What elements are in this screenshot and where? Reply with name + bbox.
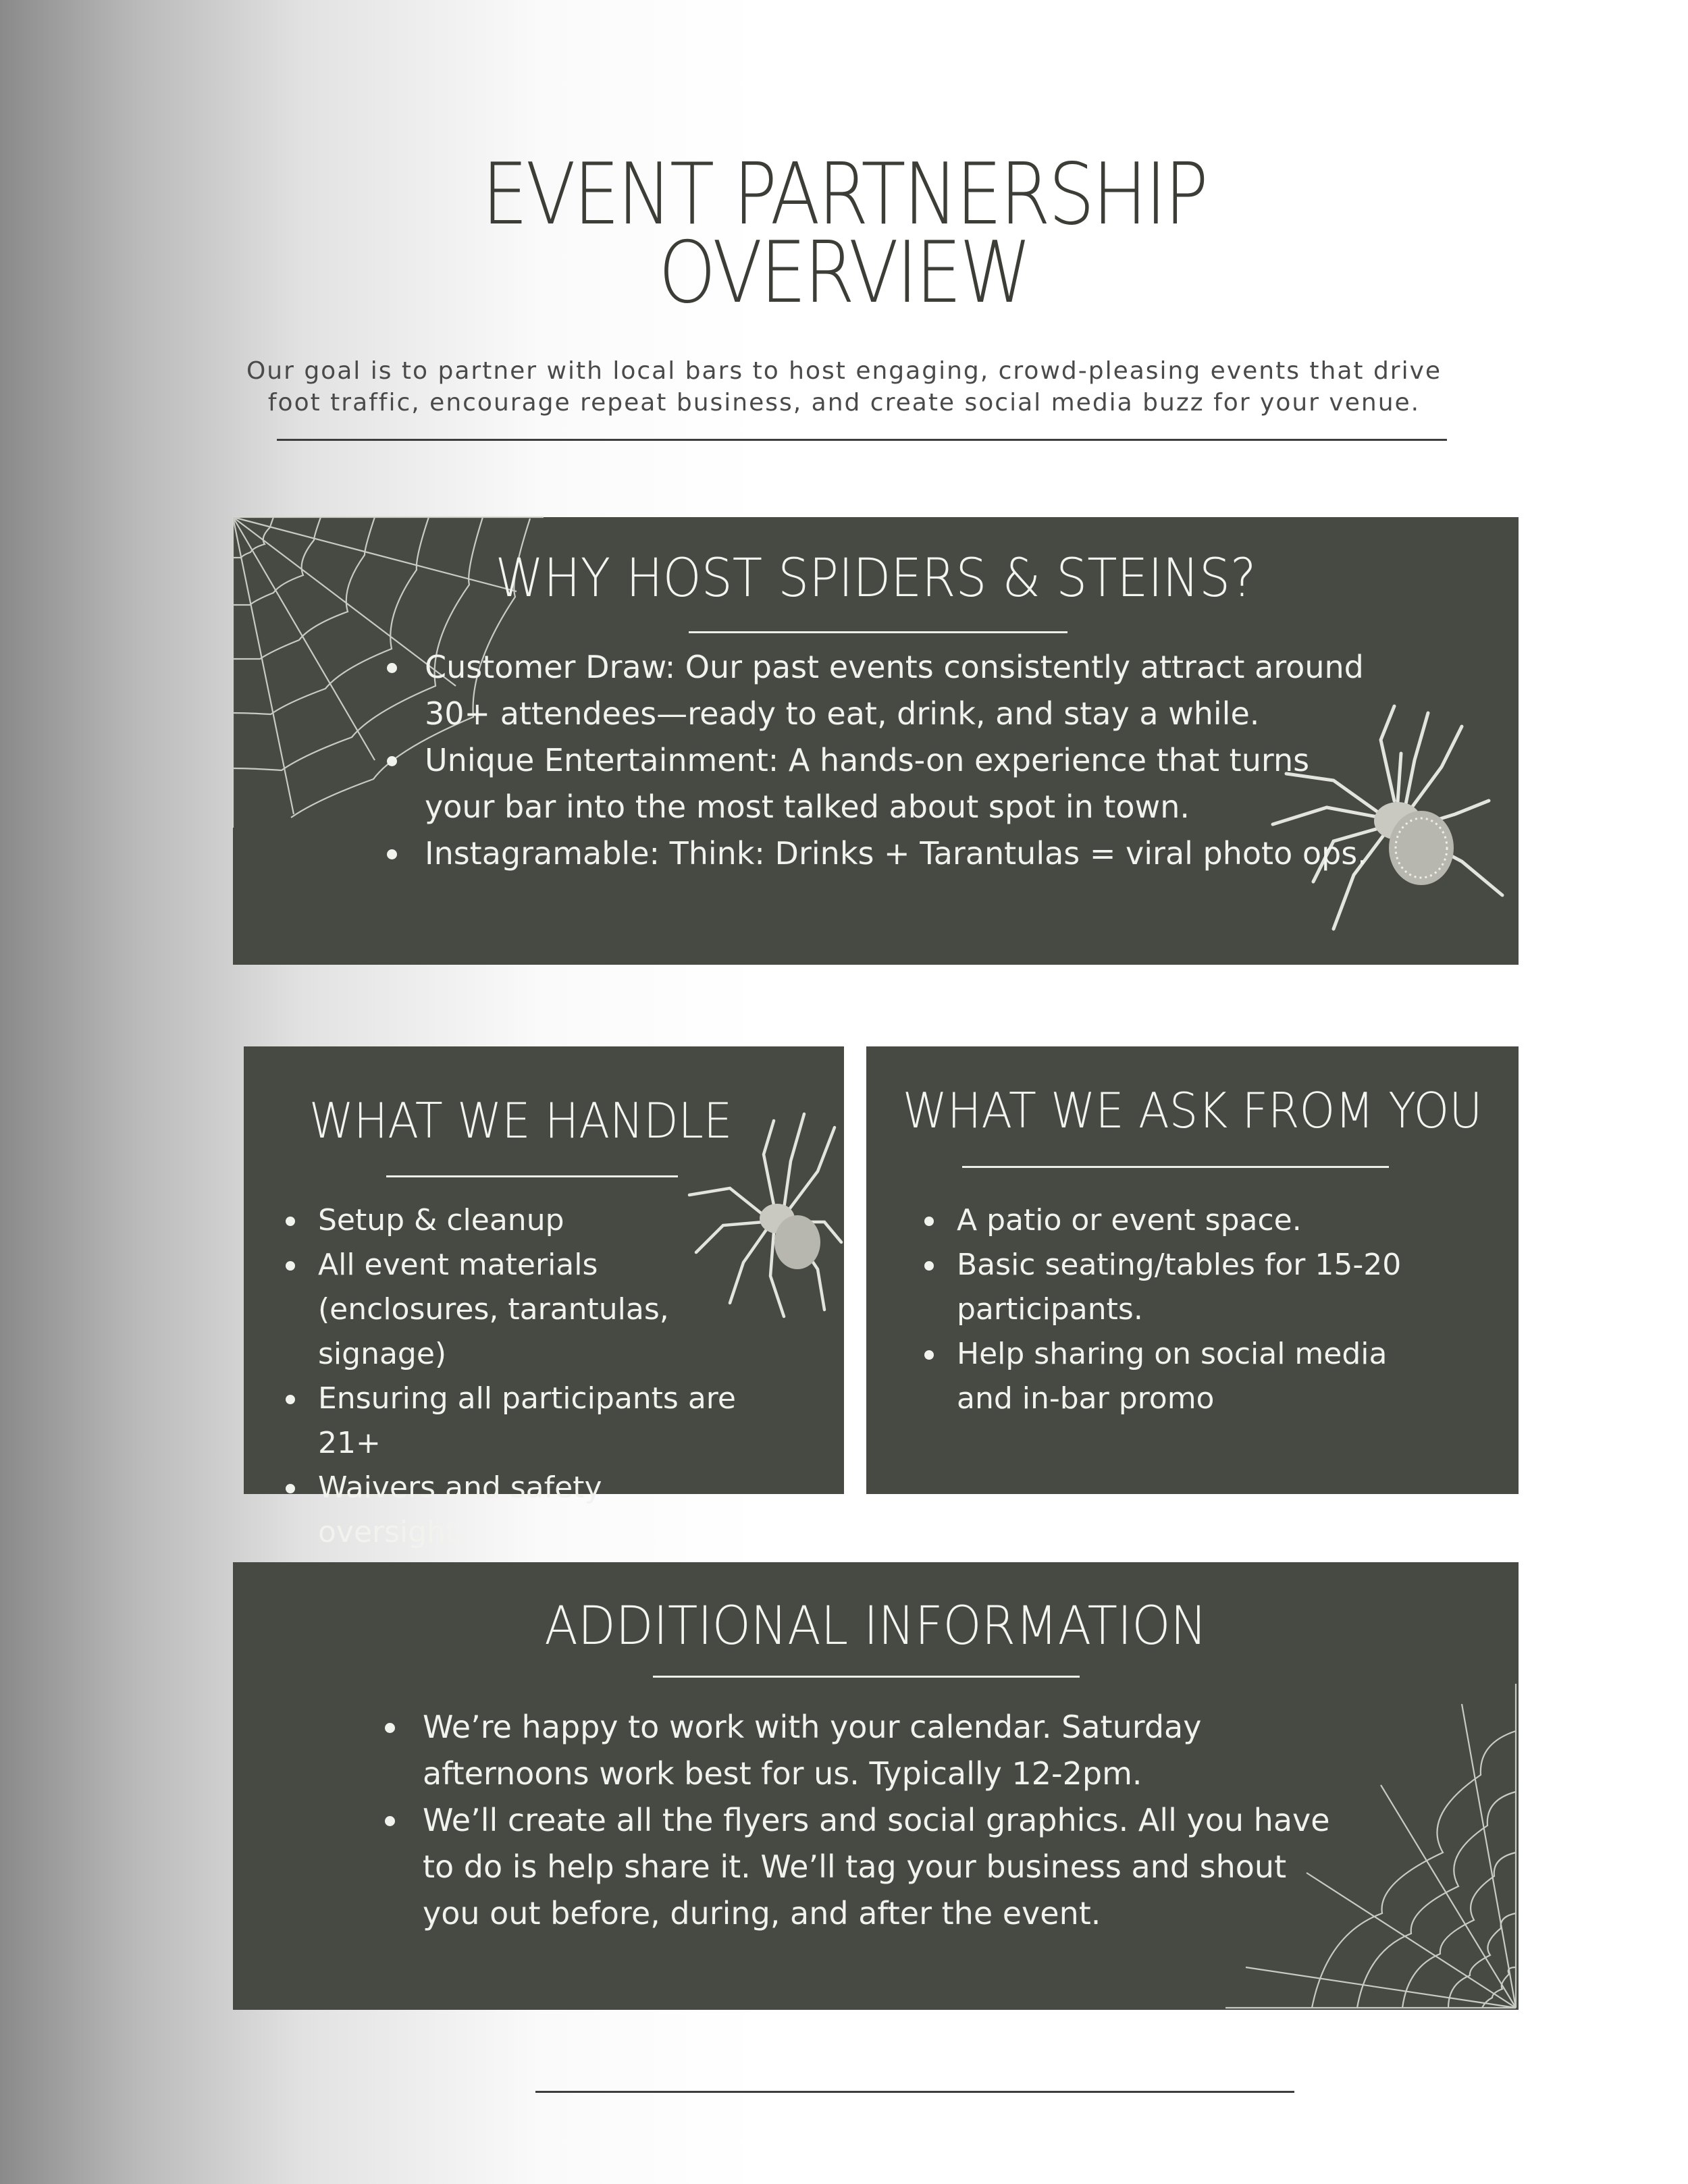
list-item: We’ll create all the flyers and social graphics. All you have to do is help share it. We’ll tag your business and shout you out before, during, and after the event. — [379, 1797, 1338, 1937]
list-item: Basic seating/tables for 15-20 participants. — [919, 1243, 1419, 1332]
additional-info-divider — [653, 1676, 1080, 1678]
header-divider — [277, 439, 1447, 441]
list-item: Instagramable: Think: Drinks + Tarantulas = viral photo ops. — [381, 830, 1367, 877]
intro-text-line-2: foot traffic, encourage repeat business, and create social media buzz for your venue. — [267, 389, 1421, 417]
page-title-line-2: OVERVIEW — [658, 223, 1030, 322]
we-handle-divider — [386, 1175, 678, 1177]
list-item: Customer Draw: Our past events consistently attract around 30+ attendees—ready to eat, drink, and stay a while. — [381, 644, 1367, 737]
list-item: A patio or event space. — [919, 1198, 1419, 1243]
additional-info-title: ADDITIONAL INFORMATION — [544, 1596, 1207, 1657]
why-host-list — [381, 644, 1367, 877]
page-title-line-1: EVENT PARTNERSHIP — [481, 144, 1207, 244]
list-item: All event materials (enclosures, tarantulas, signage) — [280, 1243, 739, 1377]
list-item: Unique Entertainment: A hands-on experience that turns your bar into the most talked about spot in town. — [381, 737, 1367, 830]
list-item: Ensuring all participants are 21+ — [280, 1377, 739, 1466]
additional-info-list — [379, 1704, 1338, 1937]
footer-divider — [535, 2091, 1294, 2093]
list-item: Setup & cleanup — [280, 1198, 739, 1243]
we-handle-title: WHAT WE HANDLE — [309, 1092, 733, 1149]
list-item: We’re happy to work with your calendar. Saturday afternoons work best for us. Typically 12-2pm. — [379, 1704, 1338, 1797]
why-host-title: WHY HOST SPIDERS & STEINS? — [495, 548, 1257, 609]
we-ask-divider — [962, 1166, 1389, 1168]
intro-text-line-1: Our goal is to partner with local bars to host engaging, crowd-pleasing events that drive — [246, 357, 1442, 385]
list-item: Help sharing on social media and in-bar promo — [919, 1332, 1419, 1421]
we-handle-panel — [244, 1046, 844, 1549]
additional-info-panel — [233, 1562, 1519, 2010]
list-item: Waivers and safety oversight. — [280, 1466, 739, 1555]
we-ask-panel — [866, 1046, 1519, 1494]
we-ask-list — [919, 1198, 1419, 1421]
we-ask-title: WHAT WE ASK FROM YOU — [902, 1082, 1483, 1139]
why-host-divider — [689, 631, 1067, 633]
why-host-panel — [233, 517, 1519, 965]
